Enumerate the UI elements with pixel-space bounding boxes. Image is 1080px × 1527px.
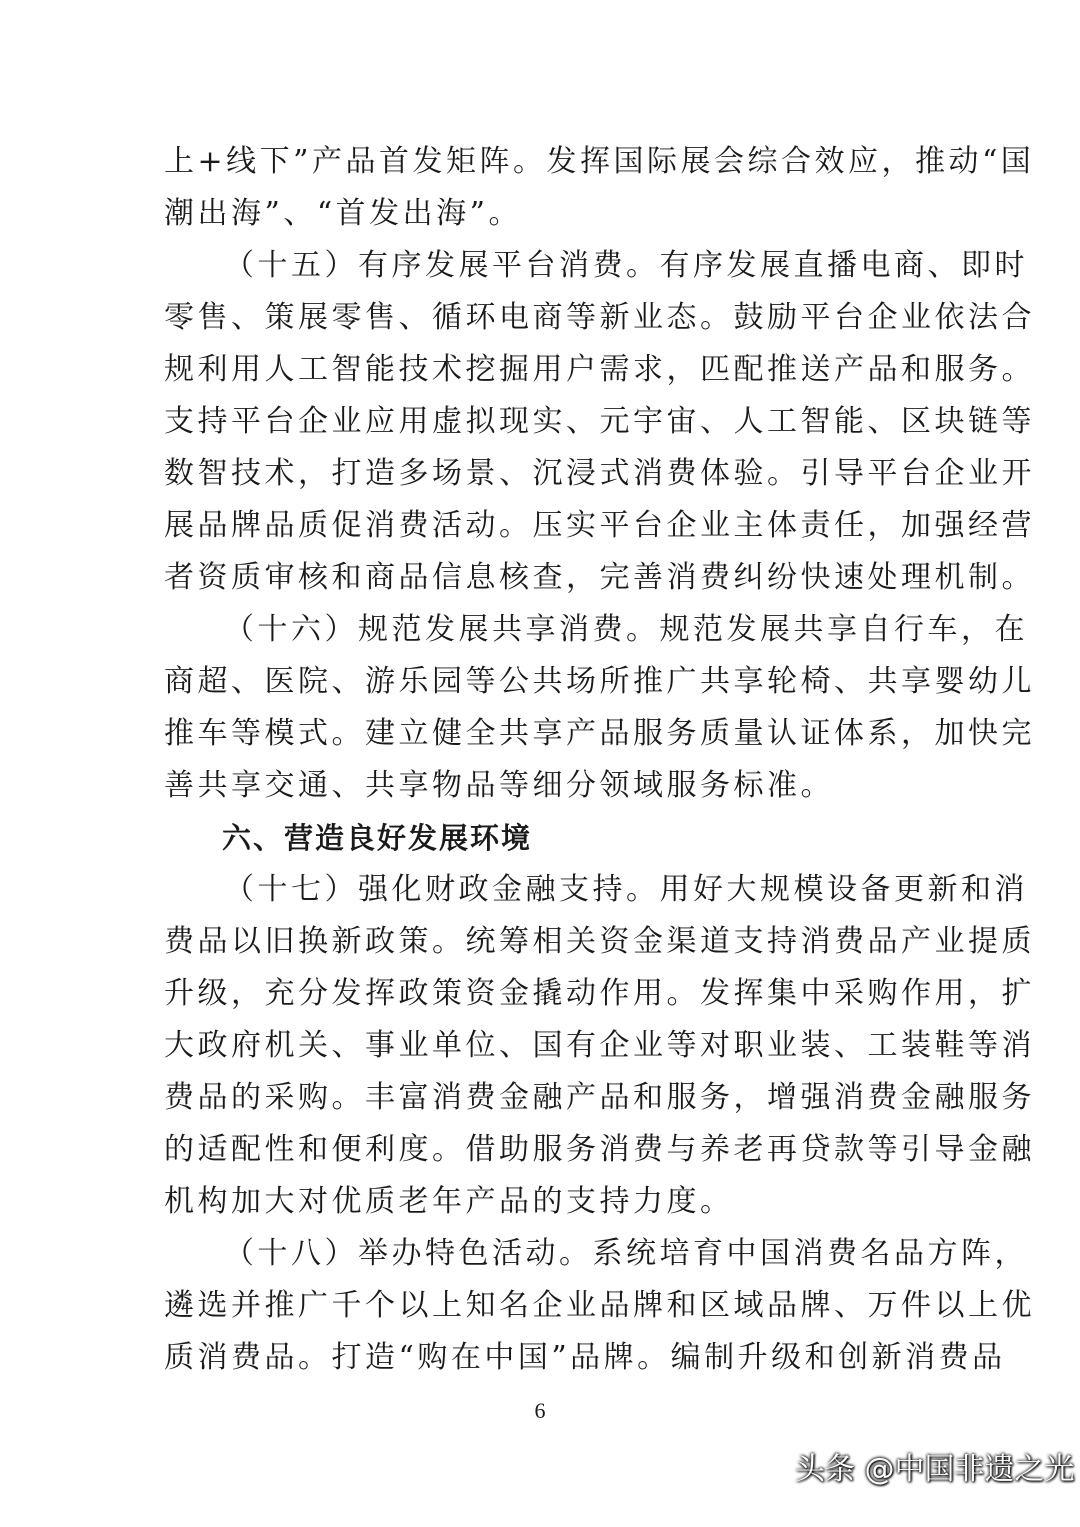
body-text-line: 质消费品。打造“购在中国”品牌。编制升级和创新消费品 [164,1340,1006,1375]
body-text-line: 推车等模式。建立健全共享产品服务质量认证体系，加快完 [164,716,1035,751]
body-text-line: 善共享交通、共享物品等细分领域服务标准。 [164,768,834,803]
body-text-line: 遴选并推广千个以上知名企业品牌和区域品牌、万件以上优 [164,1288,1035,1323]
body-text-line: 支持平台企业应用虚拟现实、元宇宙、人工智能、区块链等 [164,404,1035,439]
page-number: 6 [534,1398,546,1423]
body-text-line: 升级，充分发挥政策资金撬动作用。发挥集中采购作用，扩 [164,976,1035,1011]
body-text-line: 商超、医院、游乐园等公共场所推广共享轮椅、共享婴幼儿 [164,664,1035,699]
body-text-line: 上+线下”产品首发矩阵。发挥国际展会综合效应，推动“国 [164,144,1035,179]
body-text-line: 潮出海”、“首发出海”。 [164,196,523,231]
body-text-line: 数智技术，打造多场景、沉浸式消费体验。引导平台企业开 [164,456,1035,491]
body-text-line: 机构加大对优质老年产品的支持力度。 [164,1184,734,1219]
section-15-first-line: （十五）有序发展平台消费。有序发展直播电商、即时 [224,248,1028,283]
body-text-line: 规利用人工智能技术挖掘用户需求，匹配推送产品和服务。 [164,352,1035,387]
body-text-line: 展品牌品质促消费活动。压实平台企业主体责任，加强经营 [164,508,1035,543]
section-heading: 六、营造良好发展环境 [222,821,533,855]
body-text-line: 大政府机关、事业单位、国有企业等对职业装、工装鞋等消 [164,1028,1035,1063]
body-text-line: 费品以旧换新政策。统筹相关资金渠道支持消费品产业提质 [164,924,1035,959]
body-text-line: 零售、策展零售、循环电商等新业态。鼓励平台企业依法合 [164,300,1035,335]
body-text-line: 费品的采购。丰富消费金融产品和服务，增强消费金融服务 [164,1080,1035,1115]
section-16-first-line: （十六）规范发展共享消费。规范发展共享自行车，在 [224,612,1028,647]
body-text-line: 的适配性和便利度。借助服务消费与养老再贷款等引导金融 [164,1132,1035,1167]
watermark: 头条 @中国非遗之光 [795,1452,1075,1487]
section-17-first-line: （十七）强化财政金融支持。用好大规模设备更新和消 [224,872,1028,907]
section-18-first-line: （十八）举办特色活动。系统培育中国消费名品方阵， [224,1236,1028,1271]
body-text-line: 者资质审核和商品信息核查，完善消费纠纷快速处理机制。 [164,560,1035,595]
